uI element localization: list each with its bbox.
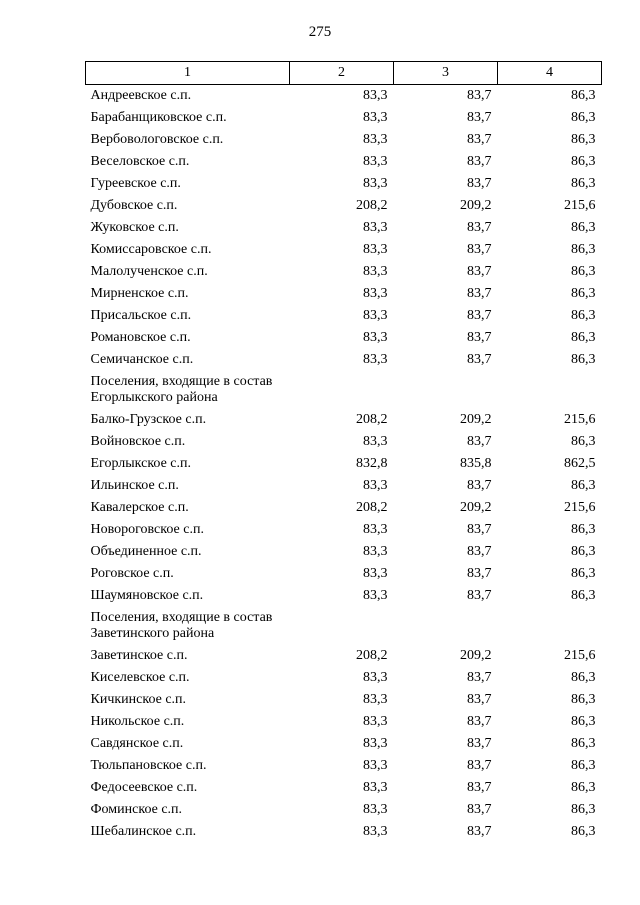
value-col-4: 86,3 [571, 522, 596, 537]
value-col-4: 86,3 [571, 736, 596, 751]
table-row [86, 541, 602, 563]
value-col-2: 83,3 [363, 154, 388, 169]
column-header-3: 3 [394, 62, 498, 85]
section-heading: Поселения, входящие в состав Егорлыкского района [90, 374, 273, 405]
table-row [86, 107, 602, 129]
empty-cell [394, 371, 498, 409]
value-col-3: 83,7 [467, 176, 492, 191]
settlement-name: Киселевское с.п. [90, 670, 190, 685]
value-col-3: 83,7 [467, 308, 492, 323]
value-col-3: 83,7 [467, 522, 492, 537]
settlement-name: Заветинское с.п. [90, 648, 188, 663]
table-row [86, 645, 602, 667]
value-col-4: 215,6 [564, 648, 596, 663]
settlement-name: Дубовское с.п. [90, 198, 178, 213]
table-row [86, 305, 602, 327]
settlement-name: Шаумяновское с.п. [90, 588, 204, 603]
table-section-row [86, 371, 602, 409]
table-header-row [86, 62, 602, 85]
settlement-name: Егорлыкское с.п. [90, 456, 192, 471]
value-col-4: 86,3 [571, 308, 596, 323]
value-col-3: 83,7 [467, 88, 492, 103]
value-col-2: 83,3 [363, 802, 388, 817]
settlement-name: Федосеевское с.п. [90, 780, 198, 795]
settlement-name: Объединенное с.п. [90, 544, 202, 559]
value-col-4: 86,3 [571, 758, 596, 773]
value-col-3: 83,7 [467, 802, 492, 817]
value-col-2: 83,3 [363, 220, 388, 235]
table-row [86, 217, 602, 239]
column-header-2: 2 [290, 62, 394, 85]
value-col-3: 83,7 [467, 588, 492, 603]
table-row [86, 151, 602, 173]
data-table [85, 61, 602, 843]
value-col-2: 83,3 [363, 330, 388, 345]
section-heading: Поселения, входящие в состав Заветинского района [90, 610, 273, 641]
value-col-4: 215,6 [564, 198, 596, 213]
value-col-2: 83,3 [363, 434, 388, 449]
value-col-4: 86,3 [571, 670, 596, 685]
value-col-2: 83,3 [363, 714, 388, 729]
value-col-3: 209,2 [460, 198, 492, 213]
value-col-2: 83,3 [363, 588, 388, 603]
column-header-4: 4 [498, 62, 602, 85]
value-col-2: 83,3 [363, 88, 388, 103]
value-col-3: 83,7 [467, 434, 492, 449]
value-col-3: 83,7 [467, 352, 492, 367]
table-row [86, 667, 602, 689]
table-row [86, 283, 602, 305]
value-col-3: 83,7 [467, 736, 492, 751]
value-col-2: 83,3 [363, 478, 388, 493]
value-col-2: 83,3 [363, 264, 388, 279]
settlement-name: Присальское с.п. [90, 308, 192, 323]
value-col-4: 86,3 [571, 132, 596, 147]
value-col-3: 83,7 [467, 330, 492, 345]
settlement-name: Ильинское с.п. [90, 478, 179, 493]
value-col-3: 209,2 [460, 500, 492, 515]
page-number: 275 [308, 24, 332, 40]
empty-cell [498, 371, 602, 409]
value-col-3: 83,7 [467, 566, 492, 581]
value-col-4: 86,3 [571, 434, 596, 449]
settlement-name: Кавалерское с.п. [90, 500, 189, 515]
value-col-3: 83,7 [467, 714, 492, 729]
column-header-1: 1 [86, 62, 290, 85]
table-row [86, 733, 602, 755]
settlement-name: Андреевское с.п. [90, 88, 192, 103]
settlement-name: Мирненское с.п. [90, 286, 189, 301]
value-col-2: 208,2 [356, 412, 388, 427]
value-col-3: 83,7 [467, 286, 492, 301]
value-col-4: 86,3 [571, 714, 596, 729]
value-col-4: 86,3 [571, 802, 596, 817]
table-row [86, 689, 602, 711]
table-row [86, 409, 602, 431]
value-col-2: 83,3 [363, 736, 388, 751]
value-col-4: 86,3 [571, 110, 596, 125]
value-col-4: 86,3 [571, 588, 596, 603]
value-col-4: 86,3 [571, 242, 596, 257]
value-col-2: 208,2 [356, 648, 388, 663]
table-row [86, 85, 602, 108]
settlement-name: Барабанщиковское с.п. [90, 110, 227, 125]
table-row [86, 431, 602, 453]
value-col-2: 83,3 [363, 824, 388, 839]
table-row [86, 475, 602, 497]
settlement-name: Савдянское с.п. [90, 736, 184, 751]
settlement-name: Малолученское с.п. [90, 264, 208, 279]
value-col-2: 83,3 [363, 758, 388, 773]
settlement-name: Гуреевское с.п. [90, 176, 181, 191]
value-col-2: 83,3 [363, 692, 388, 707]
empty-cell [498, 607, 602, 645]
table-row [86, 497, 602, 519]
value-col-3: 83,7 [467, 154, 492, 169]
value-col-2: 83,3 [363, 544, 388, 559]
value-col-4: 86,3 [571, 824, 596, 839]
settlement-name: Романовское с.п. [90, 330, 191, 345]
value-col-4: 86,3 [571, 176, 596, 191]
value-col-2: 83,3 [363, 132, 388, 147]
value-col-3: 83,7 [467, 220, 492, 235]
value-col-2: 208,2 [356, 500, 388, 515]
settlement-name: Веселовское с.п. [90, 154, 190, 169]
value-col-2: 83,3 [363, 242, 388, 257]
value-col-3: 83,7 [467, 242, 492, 257]
table-row [86, 327, 602, 349]
settlement-name: Новороговское с.п. [90, 522, 204, 537]
value-col-2: 83,3 [363, 286, 388, 301]
value-col-2: 832,8 [356, 456, 388, 471]
value-col-3: 835,8 [460, 456, 492, 471]
table-row [86, 799, 602, 821]
value-col-4: 86,3 [571, 264, 596, 279]
value-col-4: 86,3 [571, 478, 596, 493]
value-col-4: 86,3 [571, 286, 596, 301]
value-col-4: 215,6 [564, 412, 596, 427]
table-row [86, 821, 602, 843]
settlement-name: Балко-Грузское с.п. [90, 412, 207, 427]
value-col-3: 83,7 [467, 264, 492, 279]
value-col-2: 83,3 [363, 176, 388, 191]
value-col-4: 862,5 [564, 456, 596, 471]
table-row [86, 129, 602, 151]
value-col-4: 86,3 [571, 154, 596, 169]
value-col-3: 83,7 [467, 692, 492, 707]
value-col-2: 83,3 [363, 308, 388, 323]
table-row [86, 261, 602, 283]
value-col-4: 215,6 [564, 500, 596, 515]
settlement-name: Тюльпановское с.п. [90, 758, 207, 773]
value-col-4: 86,3 [571, 780, 596, 795]
settlement-name: Шебалинское с.п. [90, 824, 197, 839]
value-col-2: 83,3 [363, 352, 388, 367]
settlement-name: Семичанское с.п. [90, 352, 194, 367]
table-row [86, 195, 602, 217]
table-row [86, 711, 602, 733]
settlement-name: Вербовологовское с.п. [90, 132, 224, 147]
value-col-4: 86,3 [571, 352, 596, 367]
settlement-name: Никольское с.п. [90, 714, 185, 729]
empty-cell [290, 371, 394, 409]
value-col-4: 86,3 [571, 692, 596, 707]
settlement-name: Роговское с.п. [90, 566, 174, 581]
value-col-2: 208,2 [356, 198, 388, 213]
empty-cell [394, 607, 498, 645]
value-col-4: 86,3 [571, 88, 596, 103]
table-section-row [86, 607, 602, 645]
value-col-3: 209,2 [460, 412, 492, 427]
value-col-3: 83,7 [467, 478, 492, 493]
table-row [86, 563, 602, 585]
table-row [86, 239, 602, 261]
table-row [86, 349, 602, 371]
value-col-3: 83,7 [467, 758, 492, 773]
value-col-2: 83,3 [363, 780, 388, 795]
settlement-name: Войновское с.п. [90, 434, 186, 449]
value-col-3: 83,7 [467, 544, 492, 559]
settlement-name: Фоминское с.п. [90, 802, 183, 817]
value-col-2: 83,3 [363, 670, 388, 685]
empty-cell [290, 607, 394, 645]
settlement-name: Кичкинское с.п. [90, 692, 187, 707]
value-col-2: 83,3 [363, 522, 388, 537]
value-col-2: 83,3 [363, 110, 388, 125]
table-body [86, 85, 602, 844]
value-col-4: 86,3 [571, 544, 596, 559]
value-col-4: 86,3 [571, 220, 596, 235]
value-col-3: 209,2 [460, 648, 492, 663]
value-col-3: 83,7 [467, 780, 492, 795]
value-col-3: 83,7 [467, 132, 492, 147]
table-row [86, 173, 602, 195]
value-col-3: 83,7 [467, 110, 492, 125]
settlement-name: Комиссаровское с.п. [90, 242, 212, 257]
settlement-name: Жуковское с.п. [90, 220, 179, 235]
table-row [86, 585, 602, 607]
table-row [86, 755, 602, 777]
value-col-4: 86,3 [571, 330, 596, 345]
table-row [86, 453, 602, 475]
table-row [86, 519, 602, 541]
value-col-3: 83,7 [467, 824, 492, 839]
value-col-3: 83,7 [467, 670, 492, 685]
value-col-4: 86,3 [571, 566, 596, 581]
value-col-2: 83,3 [363, 566, 388, 581]
table-row [86, 777, 602, 799]
